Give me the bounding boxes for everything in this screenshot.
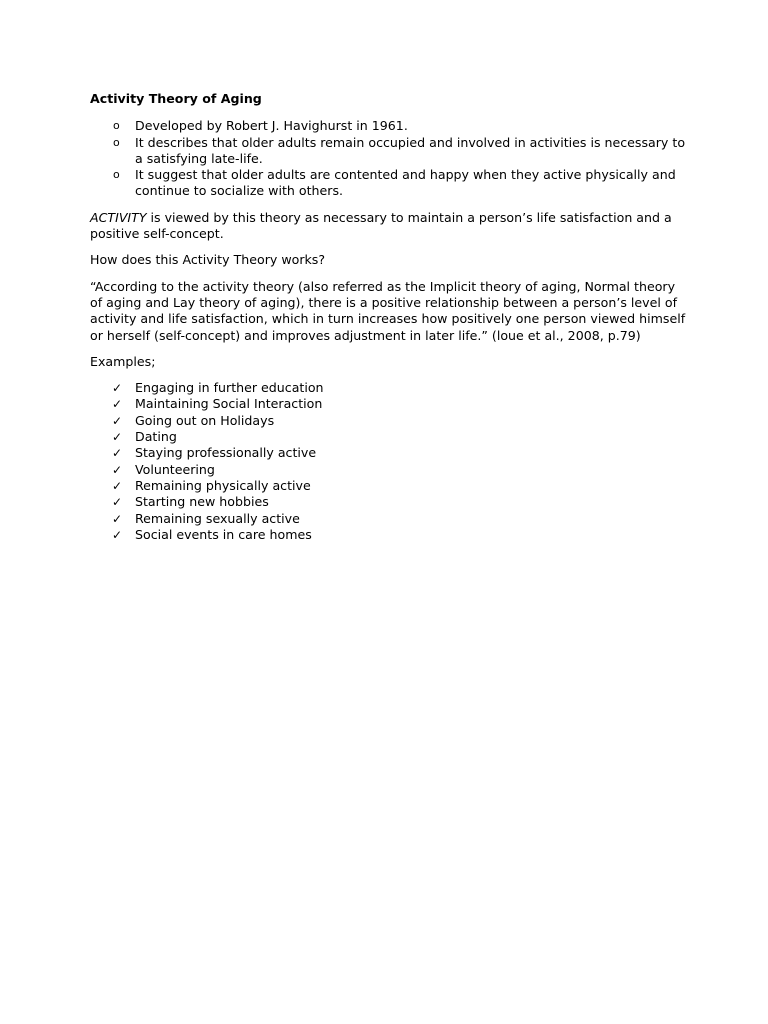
list-item xyxy=(90,396,690,412)
checkmark-icon: ✓ xyxy=(112,511,123,526)
checkmark-icon: ✓ xyxy=(112,495,123,510)
document-page xyxy=(90,91,690,543)
example-text: Social events in care homes xyxy=(135,526,312,542)
activity-emphasis: ACTIVITY xyxy=(90,209,147,225)
examples-check-list xyxy=(90,380,690,543)
list-item xyxy=(90,527,690,543)
bullet-marker: o xyxy=(113,135,120,149)
bullet-text: It describes that older adults remain occupied and involved in activities is necessary to a satisfying late-life. xyxy=(135,134,686,166)
example-text: Remaining physically active xyxy=(135,477,311,493)
list-item xyxy=(90,413,690,429)
checkmark-icon: ✓ xyxy=(112,381,123,396)
list-item xyxy=(90,380,690,396)
list-item xyxy=(90,429,690,445)
checkmark-icon: ✓ xyxy=(112,446,123,461)
example-text: Starting new hobbies xyxy=(135,494,269,510)
document-title: Activity Theory of Aging xyxy=(90,91,262,106)
example-text: Volunteering xyxy=(135,461,215,477)
example-text: Remaining sexually active xyxy=(135,510,300,526)
list-item xyxy=(90,445,690,461)
bullet-marker: o xyxy=(113,119,120,133)
example-text: Engaging in further education xyxy=(135,380,324,396)
question-paragraph: How does this Activity Theory works? xyxy=(90,252,326,268)
examples-heading: Examples; xyxy=(90,353,156,369)
list-item xyxy=(90,511,690,527)
bullet-marker: o xyxy=(113,168,120,182)
intro-bullet-list xyxy=(90,118,690,199)
activity-paragraph-text: is viewed by this theory as necessary to maintain a person’s life satisfaction and a positive self-concept. xyxy=(90,209,672,242)
checkmark-icon: ✓ xyxy=(112,478,123,493)
bullet-text: Developed by Robert J. Havighurst in 1961. xyxy=(135,118,408,134)
list-item xyxy=(90,494,690,510)
example-text: Maintaining Social Interaction xyxy=(135,396,323,412)
checkmark-icon: ✓ xyxy=(112,397,123,412)
checkmark-icon: ✓ xyxy=(112,413,123,428)
activity-paragraph xyxy=(90,210,690,243)
checkmark-icon: ✓ xyxy=(112,462,123,477)
example-text: Dating xyxy=(135,429,177,445)
bullet-text: It suggest that older adults are contented and happy when they active physically and continue to socialize with others. xyxy=(135,167,676,199)
list-item xyxy=(90,478,690,494)
list-item xyxy=(90,135,690,168)
quote-paragraph: “According to the activity theory (also referred as the Implicit theory of aging, Normal theory of aging and Lay theory of aging), there is a positive relationship between a person’s level of activity and life satisfaction, which in turn increases how positively one person viewed himself or herself (self-concept) and improves adjustment in later life.” (loue et al., 2008, p.79) xyxy=(90,278,686,343)
list-item xyxy=(90,167,690,200)
example-text: Staying professionally active xyxy=(135,445,317,461)
checkmark-icon: ✓ xyxy=(112,430,123,445)
checkmark-icon: ✓ xyxy=(112,527,123,542)
list-item xyxy=(90,462,690,478)
example-text: Going out on Holidays xyxy=(135,412,275,428)
list-item xyxy=(90,118,690,134)
